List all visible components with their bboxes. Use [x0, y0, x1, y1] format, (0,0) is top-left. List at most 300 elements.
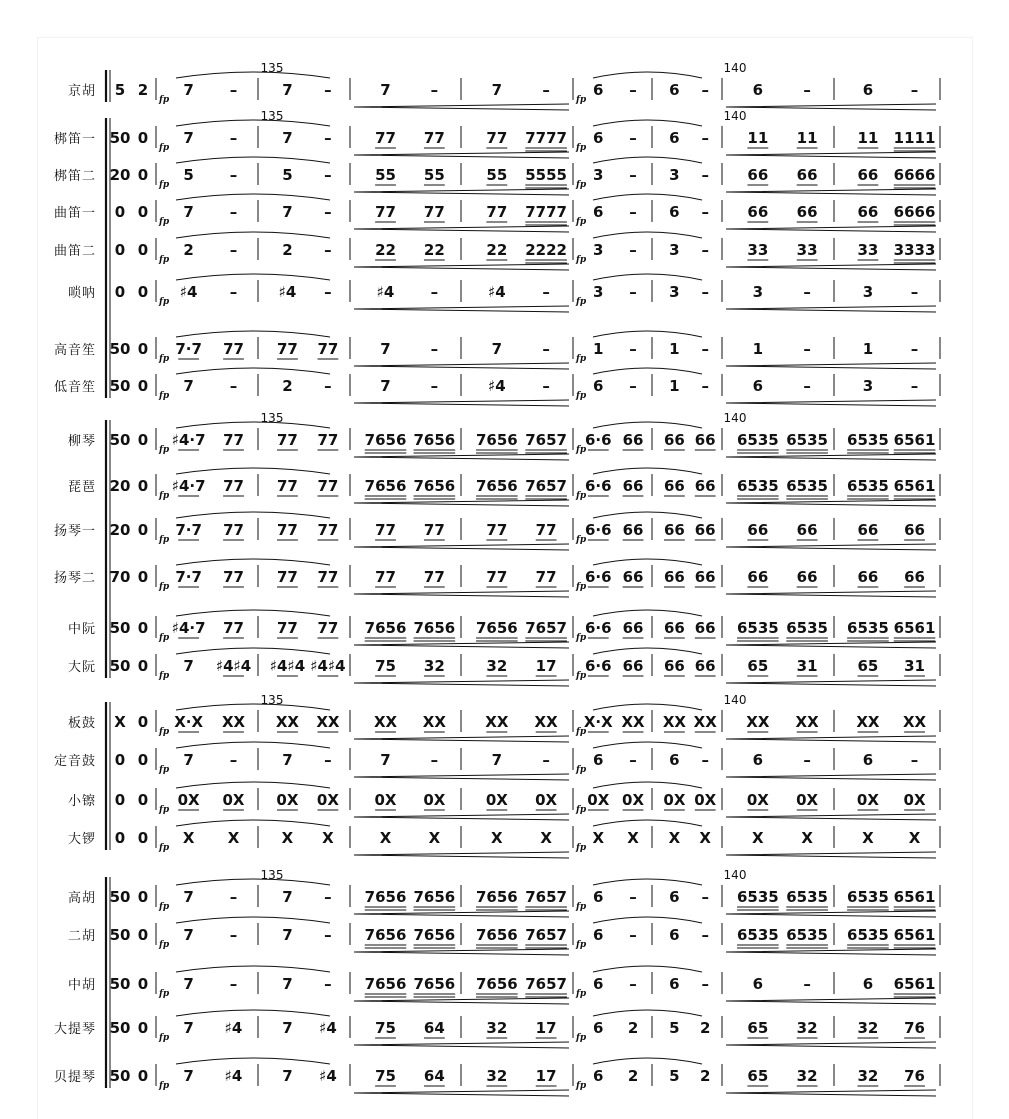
note: 7777 — [525, 129, 567, 147]
note: 1 — [593, 340, 604, 358]
note: 3 — [862, 377, 874, 395]
note: ♯4 — [278, 283, 297, 301]
note: X — [491, 829, 503, 847]
dynamic-mark: fp — [159, 582, 170, 592]
dynamic-mark: fp — [576, 727, 587, 737]
slur — [593, 879, 702, 885]
crescendo-hairpin — [354, 1090, 569, 1096]
note: – — [629, 129, 637, 147]
crescendo-hairpin — [726, 911, 936, 917]
note: XX — [856, 713, 880, 731]
note: – — [324, 926, 332, 944]
note: 77 — [277, 619, 298, 637]
note: 3 — [593, 166, 604, 184]
note: – — [701, 340, 709, 358]
note: 7657 — [525, 926, 567, 944]
dynamic-mark: fp — [576, 1081, 587, 1091]
note: 77 — [223, 340, 244, 358]
note: 33 — [747, 241, 769, 259]
note: 66 — [694, 619, 716, 637]
note: 6535 — [736, 477, 779, 495]
note: – — [324, 975, 332, 993]
note: 6535 — [847, 477, 889, 495]
prefix-note: 50 — [109, 1067, 131, 1085]
measure-number: 135 — [260, 109, 284, 123]
note: 22 — [375, 241, 396, 259]
crescendo-hairpin — [726, 642, 936, 648]
note: 6 — [752, 975, 764, 993]
note: – — [629, 926, 637, 944]
note: – — [910, 340, 919, 358]
note: 77 — [317, 431, 339, 449]
note: ♯4 — [487, 377, 506, 395]
note: 3 — [593, 283, 604, 301]
instrument-name: 柳琴 — [67, 434, 96, 449]
slur — [593, 368, 702, 374]
note: 6535 — [786, 477, 828, 495]
note: 77 — [277, 477, 298, 495]
instrument-name: 京胡 — [67, 84, 96, 99]
note: 6535 — [847, 431, 889, 449]
note: 77 — [486, 129, 508, 147]
note: 7 — [282, 926, 293, 944]
note: – — [701, 283, 709, 301]
note: 6 — [669, 975, 680, 993]
note: XX — [221, 713, 246, 731]
note: XX — [693, 713, 717, 731]
dynamic-mark: fp — [159, 671, 170, 681]
note: 66 — [663, 431, 685, 449]
slur — [593, 782, 702, 788]
prefix-note: 50 — [109, 431, 131, 449]
dynamic-mark: fp — [159, 805, 170, 815]
note: 7 — [282, 203, 293, 221]
slur — [593, 274, 702, 280]
measure-number: 135 — [260, 868, 284, 882]
prefix-note: 0 — [137, 283, 149, 301]
note: 77 — [277, 521, 298, 539]
note: 2 — [183, 241, 194, 259]
note: ♯4♯4 — [215, 657, 252, 675]
note: 7 — [183, 888, 194, 906]
note: – — [324, 888, 332, 906]
instrument-name: 高胡 — [67, 891, 96, 906]
prefix-note: 0 — [137, 791, 149, 809]
instrument-name: 大锣 — [67, 832, 96, 847]
note: 7656 — [413, 619, 456, 637]
note: – — [324, 241, 332, 259]
dynamic-mark: fp — [576, 843, 587, 853]
note: – — [701, 751, 709, 769]
note: X — [627, 829, 639, 847]
note: – — [542, 81, 550, 99]
note: 3333 — [893, 241, 936, 259]
note: 17 — [535, 1067, 557, 1085]
note: ♯4 — [224, 1067, 243, 1085]
note: 0X — [796, 791, 819, 809]
note: 7656 — [475, 477, 518, 495]
note: 31 — [796, 657, 818, 675]
measure-number: 135 — [260, 61, 284, 75]
slur — [176, 468, 330, 474]
slur — [593, 468, 702, 474]
note: – — [229, 283, 238, 301]
note: 7657 — [525, 619, 567, 637]
prefix-note: X — [114, 713, 126, 731]
note: 77 — [486, 568, 508, 586]
note: 6·6 — [584, 619, 612, 637]
slur — [176, 274, 330, 280]
note: – — [542, 377, 550, 395]
slur — [176, 120, 330, 126]
note: 0X — [222, 791, 245, 809]
note: XX — [795, 713, 819, 731]
note: – — [701, 203, 709, 221]
note: XX — [373, 713, 398, 731]
note: 6535 — [736, 619, 779, 637]
slur — [176, 559, 330, 565]
note: 7656 — [475, 975, 518, 993]
note: X — [862, 829, 874, 847]
dynamic-mark: fp — [576, 902, 587, 912]
prefix-note: 50 — [109, 1019, 131, 1037]
prefix-note: 0 — [137, 751, 149, 769]
note: 7 — [282, 975, 293, 993]
note: 2 — [627, 1067, 639, 1085]
prefix-note: 50 — [109, 975, 131, 993]
dynamic-mark: fp — [576, 765, 587, 775]
note: X — [322, 829, 334, 847]
note: XX — [534, 713, 558, 731]
note: – — [629, 81, 637, 99]
note: 5 — [669, 1067, 680, 1085]
note: – — [430, 377, 439, 395]
note: 0X — [485, 791, 508, 809]
note: ♯4 — [179, 283, 198, 301]
note: 6561 — [893, 975, 936, 993]
prefix-note: 70 — [109, 568, 131, 586]
slur — [176, 782, 330, 788]
prefix-note: 50 — [109, 340, 131, 358]
note: 7656 — [475, 926, 518, 944]
note: 7657 — [525, 431, 567, 449]
note: – — [229, 751, 238, 769]
note: 33 — [857, 241, 879, 259]
prefix-note: 50 — [109, 657, 131, 675]
note: 7 — [183, 975, 194, 993]
note: 66 — [747, 568, 769, 586]
crescendo-hairpin — [354, 949, 569, 955]
crescendo-hairpin — [726, 591, 936, 597]
note: 64 — [423, 1019, 445, 1037]
note: 65 — [747, 657, 769, 675]
instrument-name: 中阮 — [67, 622, 96, 637]
note: ♯4 — [487, 283, 506, 301]
note: ♯4 — [376, 283, 395, 301]
note: XX — [662, 713, 686, 731]
note: 66 — [663, 568, 685, 586]
note: – — [542, 283, 550, 301]
note: 77 — [375, 203, 396, 221]
note: 66 — [857, 521, 879, 539]
prefix-note: 0 — [137, 377, 149, 395]
slur — [176, 422, 330, 428]
note: – — [910, 377, 919, 395]
note: ♯4♯4 — [269, 657, 306, 675]
note: 0X — [535, 791, 558, 809]
crescendo-hairpin — [354, 736, 569, 742]
note: – — [629, 340, 637, 358]
note: 0X — [746, 791, 769, 809]
note: 6 — [862, 81, 874, 99]
slur — [176, 917, 330, 923]
note: 6535 — [786, 926, 828, 944]
note: 66 — [694, 431, 716, 449]
note: 77 — [375, 521, 396, 539]
slur — [593, 966, 702, 972]
dynamic-mark: fp — [576, 671, 587, 681]
note: – — [324, 377, 332, 395]
note: 3 — [669, 283, 680, 301]
note: – — [629, 203, 637, 221]
note: 65 — [747, 1019, 769, 1037]
note: 7657 — [525, 975, 567, 993]
slur — [176, 157, 330, 163]
dynamic-mark: fp — [576, 95, 587, 105]
dynamic-mark: fp — [159, 354, 170, 364]
note: 65 — [747, 1067, 769, 1085]
note: 7 — [282, 129, 293, 147]
note: 3 — [669, 241, 680, 259]
crescendo-hairpin — [354, 774, 569, 780]
dynamic-mark: fp — [576, 582, 587, 592]
slur — [593, 232, 702, 238]
note: 2222 — [525, 241, 567, 259]
note: ♯4 — [319, 1067, 337, 1085]
note: 7656 — [364, 975, 407, 993]
prefix-note: 0 — [137, 568, 149, 586]
note: 6 — [669, 129, 680, 147]
note: 7 — [183, 1019, 194, 1037]
note: – — [324, 751, 332, 769]
note: 7656 — [413, 975, 456, 993]
note: 7777 — [525, 203, 567, 221]
note: 2 — [699, 1067, 711, 1085]
note: 7656 — [364, 619, 407, 637]
slur — [593, 917, 702, 923]
note: 77 — [317, 619, 339, 637]
dynamic-mark: fp — [576, 1033, 587, 1043]
dynamic-mark: fp — [576, 535, 587, 545]
prefix-note: 0 — [137, 241, 149, 259]
note: X — [668, 829, 681, 847]
note: 6535 — [847, 888, 889, 906]
crescendo-hairpin — [726, 814, 936, 820]
slur — [176, 512, 330, 518]
note: 7 — [380, 340, 391, 358]
note: 7 — [491, 340, 503, 358]
slur — [176, 742, 330, 748]
measure-number: 140 — [723, 109, 747, 123]
note: 7 — [491, 751, 503, 769]
note: – — [701, 166, 709, 184]
crescendo-hairpin — [354, 591, 569, 597]
note: 7656 — [413, 926, 456, 944]
instrument-name: 扬琴二 — [53, 571, 96, 586]
note: X — [699, 829, 711, 847]
note: 66 — [796, 203, 818, 221]
note: 6666 — [893, 203, 936, 221]
note: 64 — [423, 1067, 445, 1085]
note: 77 — [223, 477, 244, 495]
prefix-note: 0 — [137, 713, 149, 731]
note: – — [324, 81, 332, 99]
prefix-note: 0 — [114, 829, 126, 847]
note: 7656 — [364, 431, 407, 449]
note: – — [701, 129, 709, 147]
note: 6535 — [736, 926, 779, 944]
note: 77 — [317, 521, 339, 539]
dynamic-mark: fp — [159, 633, 170, 643]
prefix-note: 0 — [114, 241, 126, 259]
prefix-note: 0 — [137, 1067, 149, 1085]
note: 7 — [183, 657, 194, 675]
slur — [176, 704, 330, 710]
note: 7 — [183, 203, 194, 221]
note: 11 — [857, 129, 879, 147]
note: 6 — [593, 888, 604, 906]
crescendo-hairpin — [726, 264, 936, 270]
crescendo-hairpin — [726, 189, 936, 195]
note: – — [229, 203, 238, 221]
crescendo-hairpin — [726, 152, 936, 158]
prefix-note: 50 — [109, 926, 131, 944]
note: – — [701, 975, 709, 993]
prefix-note: 0 — [137, 129, 149, 147]
note: 1 — [669, 377, 680, 395]
dynamic-mark: fp — [159, 180, 170, 190]
note: ♯4·7 — [171, 619, 206, 637]
note: 77 — [423, 203, 445, 221]
note: X — [752, 829, 764, 847]
instrument-name: 中胡 — [67, 978, 96, 993]
note: 66 — [622, 521, 644, 539]
note: 1111 — [893, 129, 936, 147]
note: X — [281, 829, 294, 847]
note: – — [229, 975, 238, 993]
slur — [176, 232, 330, 238]
note: – — [430, 81, 439, 99]
note: 66 — [904, 568, 925, 586]
note: – — [803, 283, 811, 301]
note: 77 — [223, 521, 244, 539]
prefix-note: 0 — [137, 340, 149, 358]
note: – — [629, 283, 637, 301]
note: – — [430, 340, 439, 358]
dynamic-mark: fp — [576, 805, 587, 815]
note: 77 — [375, 129, 396, 147]
prefix-note: 0 — [137, 203, 149, 221]
crescendo-hairpin — [726, 226, 936, 232]
note: 5555 — [525, 166, 567, 184]
note: 66 — [622, 477, 644, 495]
note: 7 — [282, 1019, 293, 1037]
note: 6 — [669, 203, 680, 221]
crescendo-hairpin — [354, 852, 569, 858]
dynamic-mark: fp — [576, 633, 587, 643]
prefix-note: 20 — [109, 521, 131, 539]
note: 77 — [423, 568, 445, 586]
note: 66 — [694, 568, 716, 586]
note: 6 — [862, 975, 874, 993]
note: 2 — [627, 1019, 639, 1037]
note: 5 — [183, 166, 194, 184]
note: 6 — [752, 751, 764, 769]
slur — [176, 72, 330, 78]
instrument-name: 高音笙 — [53, 343, 96, 358]
slur — [593, 157, 702, 163]
prefix-note: 0 — [137, 975, 149, 993]
note: 7656 — [413, 431, 456, 449]
instrument-name: 低音笙 — [53, 380, 96, 395]
note: 77 — [423, 129, 445, 147]
note: – — [701, 926, 709, 944]
note: 77 — [486, 521, 508, 539]
prefix-note: 0 — [137, 1019, 149, 1037]
dynamic-mark: fp — [576, 354, 587, 364]
note: 32 — [486, 1019, 508, 1037]
note: – — [910, 751, 919, 769]
dynamic-mark: fp — [576, 180, 587, 190]
note: X·X — [174, 713, 204, 731]
note: 77 — [223, 431, 244, 449]
note: 66 — [857, 166, 879, 184]
prefix-note: 0 — [114, 791, 126, 809]
note: – — [629, 241, 637, 259]
instrument-name: 贝提琴 — [53, 1070, 96, 1085]
note: 75 — [375, 1067, 396, 1085]
note: 55 — [423, 166, 445, 184]
note: 3 — [669, 166, 680, 184]
note: 6 — [752, 81, 764, 99]
note: 77 — [277, 431, 298, 449]
prefix-note: 2 — [137, 81, 149, 99]
note: 66 — [622, 619, 644, 637]
slur — [176, 368, 330, 374]
note: 6 — [593, 1067, 604, 1085]
slur — [593, 820, 702, 826]
note: 66 — [622, 431, 644, 449]
note: 7656 — [413, 888, 456, 906]
prefix-note: 0 — [137, 619, 149, 637]
note: 7657 — [525, 888, 567, 906]
note: 77 — [317, 477, 339, 495]
measure-number: 135 — [260, 693, 284, 707]
note: 76 — [904, 1019, 925, 1037]
note: X — [227, 829, 240, 847]
note: – — [542, 751, 550, 769]
note: 5 — [282, 166, 293, 184]
dynamic-mark: fp — [159, 217, 170, 227]
note: 77 — [223, 568, 244, 586]
crescendo-hairpin — [354, 363, 569, 369]
note: 66 — [622, 657, 644, 675]
instrument-name: 曲笛二 — [53, 244, 96, 259]
note: 2 — [282, 241, 293, 259]
note: 76 — [904, 1067, 925, 1085]
note: 6 — [593, 81, 604, 99]
note: 7656 — [364, 477, 407, 495]
